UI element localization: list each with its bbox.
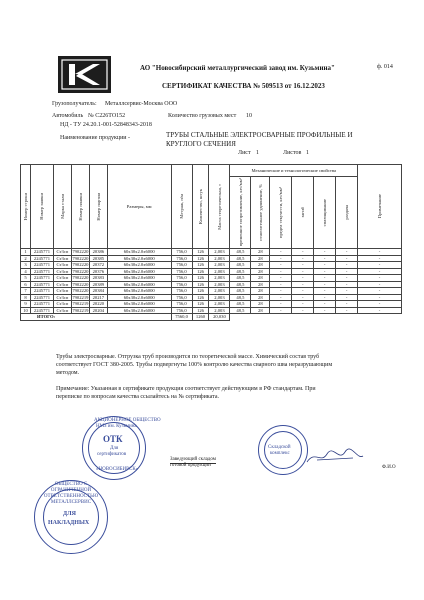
table-cell: 2245771 (30, 294, 53, 301)
table-cell: 2,003 (209, 275, 230, 282)
table-cell: - (336, 262, 358, 269)
table-cell: 48,5 (230, 275, 251, 282)
table-cell: 7 (21, 288, 31, 295)
table-cell: 48,5 (230, 262, 251, 269)
table-cell: 60х30х2.0х6000 (107, 262, 171, 269)
table-cell: 126 (192, 249, 209, 256)
table-body (21, 249, 402, 314)
table-cell: 2,003 (209, 249, 230, 256)
table-cell: - (336, 249, 358, 256)
table-cell: 60х30х2.0х6000 (107, 249, 171, 256)
signature-icon (305, 448, 365, 466)
table-cell: 2,003 (209, 262, 230, 269)
table-cell: - (358, 294, 402, 301)
table-cell: - (292, 307, 314, 314)
table-cell: - (358, 255, 402, 262)
certificate-table (20, 164, 402, 321)
body-paragraph-line3: методом. (56, 370, 80, 376)
table-cell: 48,5 (230, 307, 251, 314)
table-cell: - (314, 255, 336, 262)
table-cell: 2245771 (30, 268, 53, 275)
table-cell: 20384 (89, 288, 107, 295)
table-cell: 28 (251, 255, 270, 262)
vehicle-value: № С226ТО152 (88, 113, 126, 119)
table-cell: - (314, 301, 336, 308)
table-cell: - (314, 307, 336, 314)
places-value: 10 (246, 113, 252, 119)
header-weight: Масса теоретическая, т (209, 165, 230, 249)
table-cell: 2245771 (30, 301, 53, 308)
table-cell: 126 (192, 268, 209, 275)
header-expansion: раздача (336, 177, 358, 249)
table-cell: 7902220 (72, 275, 89, 280)
dealer-stamp: ОБЩЕСТВО С ОГРАНИЧЕННОЙ ОТВЕТСТВЕННОСТЬЮ МЕТАЛЛСЕРВИС ДЛЯ НАКЛАДНЫХ (34, 480, 108, 554)
table-cell: - (270, 281, 292, 288)
table-cell: 60х30х2.0х6000 (107, 255, 171, 262)
table-cell: 48,5 (230, 294, 251, 301)
table-cell: 28 (251, 281, 270, 288)
table-cell: - (358, 275, 402, 282)
table-cell: 48,5 (230, 249, 251, 256)
table-cell: 28 (251, 268, 270, 275)
table-cell: - (358, 288, 402, 295)
table-cell: 2245771 (30, 262, 53, 269)
table-cell: - (292, 294, 314, 301)
table-cell: 28 (251, 288, 270, 295)
header-batch-no: Номер партии (89, 165, 107, 249)
table-cell: 20385 (89, 255, 107, 262)
table-cell: 7902220 (72, 288, 89, 293)
table-cell: 48,5 (230, 301, 251, 308)
table-cell: - (314, 262, 336, 269)
total-row (21, 314, 402, 321)
table-cell: Ст3сп (53, 268, 71, 275)
total-label: ИТОГО: (21, 314, 172, 321)
table-cell: 2,003 (209, 255, 230, 262)
table-cell: 28 (251, 275, 270, 282)
table-cell: 2245771 (30, 307, 53, 314)
table-cell: 60х30х2.0х6000 (107, 281, 171, 288)
warehouse-stamp: Складской комплекс (258, 425, 308, 475)
certificate-title: СЕРТИФИКАТ КАЧЕСТВА № 509513 от 16.12.2023 (162, 82, 325, 90)
table-cell: 126 (192, 288, 209, 295)
table-cell: 2,003 (209, 288, 230, 295)
table-cell: Ст3сп (53, 281, 71, 288)
table-cell: - (358, 301, 402, 308)
table-cell: - (314, 294, 336, 301)
table-cell: 2,003 (209, 294, 230, 301)
table-cell: - (314, 288, 336, 295)
table-cell: 2245771 (30, 275, 53, 282)
otk-stamp: АКЦИОНЕРНОЕ ОБЩЕСТВО НМЗ им. Кузьмина ОТК Для сертификатов «НОВОСИБИРСК» (82, 416, 146, 480)
table-cell: 2,003 (209, 281, 230, 288)
table-cell: 20389 (89, 281, 107, 288)
table-cell: Ст3сп (53, 255, 71, 262)
table-cell: - (270, 294, 292, 301)
table-cell: 2245771 (30, 281, 53, 288)
table-cell: 20204 (89, 307, 107, 314)
table-cell: 756,0 (171, 281, 192, 288)
table-cell: 28 (251, 307, 270, 314)
table-cell: - (336, 268, 358, 275)
places-label: Количество грузовых мест (168, 113, 237, 119)
table-cell: 7902220 (72, 249, 89, 254)
table-cell: Ст3сп (53, 294, 71, 301)
table-cell: 756,0 (171, 249, 192, 256)
table-cell: 126 (192, 262, 209, 269)
table-cell: 5 (21, 275, 31, 282)
table-cell: - (270, 275, 292, 282)
header-mech-group: Механические и технологические свойства (230, 165, 358, 177)
consignee-label: Грузополучатель: (52, 101, 97, 107)
header-yield: предел текучести, кгс/мм² (270, 177, 292, 249)
table-cell: 7902219 (72, 301, 89, 306)
table-cell: Ст3сп (53, 307, 71, 314)
table-cell: - (270, 255, 292, 262)
table-cell: 9 (21, 301, 31, 308)
table-cell: 28 (251, 294, 270, 301)
table-cell: 48,5 (230, 255, 251, 262)
sheets-value: 1 (306, 150, 309, 156)
table-cell: 2,003 (209, 268, 230, 275)
table-cell: 7902220 (72, 268, 89, 274)
table-cell: - (358, 249, 402, 256)
table-cell: - (292, 301, 314, 308)
table-cell: - (358, 281, 402, 288)
header-note: Примечание (358, 165, 402, 249)
table-cell: 60х30х2.0х6000 (107, 301, 171, 308)
warehouse-head-label2: готовой продукции (170, 463, 211, 468)
warehouse-head-label: Заведующий складом (170, 457, 216, 462)
table-cell: 2245771 (30, 249, 53, 256)
table-cell: 756,0 (171, 268, 192, 275)
table-cell: 7902220 (72, 281, 89, 287)
table-cell: 4 (21, 268, 31, 275)
table-cell: 756,0 (171, 255, 192, 262)
table-cell: - (292, 249, 314, 256)
table-cell: Ст3сп (53, 288, 71, 295)
table-cell: 60х30х2.0х6000 (107, 268, 171, 275)
table-cell: 20383 (89, 275, 107, 282)
table-cell: 126 (192, 255, 209, 262)
table-cell: 10 (21, 307, 31, 314)
table-cell: 2 (21, 255, 31, 262)
product-label: Наименование продукции - (60, 135, 131, 141)
table-cell: 20217 (89, 294, 107, 301)
table-cell: 126 (192, 275, 209, 282)
k-logo-icon (58, 56, 111, 93)
table-cell: - (270, 307, 292, 314)
table-cell: 756,0 (171, 275, 192, 282)
table-cell: - (336, 307, 358, 314)
header-length: Метраж, п/м (171, 165, 192, 249)
sheet-label: Лист (238, 150, 251, 156)
table-cell: - (314, 249, 336, 256)
table-cell: 756,0 (171, 288, 192, 295)
table-cell: 756,0 (171, 294, 192, 301)
table-cell: 60х30х2.0х6000 (107, 307, 171, 314)
fio-label: Ф.И.О (382, 465, 396, 470)
sheets-label: Листов (283, 150, 302, 156)
table-cell: - (336, 288, 358, 295)
table-cell: 20372 (89, 262, 107, 269)
company-logo (58, 56, 111, 93)
table-cell: - (270, 262, 292, 269)
table-cell: - (314, 275, 336, 282)
table-cell: 48,5 (230, 281, 251, 288)
header-grade: Марка стали (53, 165, 71, 249)
table-cell: 3 (21, 262, 31, 269)
consignee-value: Металлсервис-Москва ООО (105, 101, 178, 107)
table-cell: - (292, 281, 314, 288)
table-cell: - (270, 301, 292, 308)
table-cell: 20386 (89, 249, 107, 256)
table-cell: 2245771 (30, 288, 53, 295)
table-cell: 48,5 (230, 288, 251, 295)
table-cell: 60х30х2.0х6000 (107, 275, 171, 282)
header-size: Размеры, мм (107, 165, 171, 249)
table-cell: 6 (21, 281, 31, 288)
table-cell: 60х30х2.0х6000 (107, 294, 171, 301)
total-length: 7560,0 (171, 314, 192, 321)
sheet-value: 1 (256, 150, 259, 156)
table-cell: 20220 (89, 301, 107, 308)
table-cell: 7902220 (72, 262, 89, 267)
table-cell: - (336, 301, 358, 308)
header-row-no: Номер строки (21, 165, 31, 249)
company-name: АО "Новосибирский металлургический завод им. Кузьмина" (140, 64, 335, 72)
table-cell: 28 (251, 262, 270, 269)
table-cell: 756,0 (171, 307, 192, 314)
table-cell: 126 (192, 307, 209, 314)
table-cell: 7902219 (72, 294, 89, 300)
table-cell: - (292, 262, 314, 269)
table-cell: - (292, 268, 314, 275)
table-cell: 2,003 (209, 301, 230, 308)
table-cell: 2,003 (209, 307, 230, 314)
product-name-line2: КРУГЛОГО СЕЧЕНИЯ (166, 140, 236, 148)
note-line2: переписке по вопросам качества ссылайтесь на № сертификата. (56, 394, 219, 400)
body-paragraph-line2: соответствует ГОСТ 380-2005. Трубы подвергнуты 100% контролю качества сварного шва неразрушающим (56, 362, 333, 368)
table-cell: - (270, 249, 292, 256)
table-cell: 126 (192, 294, 209, 301)
table-cell: - (336, 294, 358, 301)
table-cell: Ст3сп (53, 262, 71, 269)
table-cell: - (336, 275, 358, 282)
form-code: ф. 014 (377, 64, 393, 70)
total-quantity: 1260 (192, 314, 209, 321)
table-cell: - (336, 281, 358, 288)
table-cell: - (336, 255, 358, 262)
header-tensile: временное сопротивление, кгс/мм² (230, 177, 251, 249)
table-cell: 7902219 (72, 307, 89, 313)
table-cell: - (270, 288, 292, 295)
table-cell: - (314, 268, 336, 275)
table-cell: 756,0 (171, 301, 192, 308)
table-cell: 60х30х2.0х6000 (107, 288, 171, 295)
header-order-no: Номер заявки (30, 165, 53, 249)
table-cell: - (292, 288, 314, 295)
body-paragraph-line1: Трубы электросварные. Отгрузка труб производится по теоретической массе. Химический состав труб (56, 354, 320, 360)
table-cell: - (292, 275, 314, 282)
table-cell: 20376 (89, 268, 107, 275)
table-cell: 28 (251, 249, 270, 256)
table-cell: 1 (21, 249, 31, 256)
table-cell: - (292, 255, 314, 262)
header-elongation: относительное удлинение, % (251, 177, 270, 249)
table-cell: Ст3сп (53, 249, 71, 256)
header-bend: сплющивание (314, 177, 336, 249)
table-cell: 2245771 (30, 255, 53, 262)
table-cell: - (314, 281, 336, 288)
table-cell: 8 (21, 294, 31, 301)
table-cell: Ст3сп (53, 301, 71, 308)
nd-reference: НД - ТУ 24.20.1-001-52848343-2018 (60, 122, 152, 128)
header-heat-no: Номер плавки (71, 165, 89, 249)
note-line1: Примечание: Указанная в сертификате продукция соответствует действующим в РФ стандартам. При (56, 386, 316, 392)
table-cell: 126 (192, 301, 209, 308)
table-cell: 48,5 (230, 268, 251, 275)
table-cell: 756,0 (171, 262, 192, 269)
product-name-line1: ТРУБЫ СТАЛЬНЫЕ ЭЛЕКТРОСВАРНЫЕ ПРОФИЛЬНЫЕ И (166, 131, 353, 139)
table-cell: 28 (251, 301, 270, 308)
table-cell: - (358, 262, 402, 269)
table-cell: - (358, 268, 402, 275)
total-weight: 20,030 (209, 314, 230, 321)
table-cell: 7902220 (72, 255, 89, 261)
vehicle-label: Автомобиль (52, 113, 84, 119)
header-quantity: Количество, штук (192, 165, 209, 249)
table-cell: 126 (192, 281, 209, 288)
table-cell: - (358, 307, 402, 314)
table-cell: - (270, 268, 292, 275)
header-flattening: загиб (292, 177, 314, 249)
table-cell: Ст3сп (53, 275, 71, 282)
